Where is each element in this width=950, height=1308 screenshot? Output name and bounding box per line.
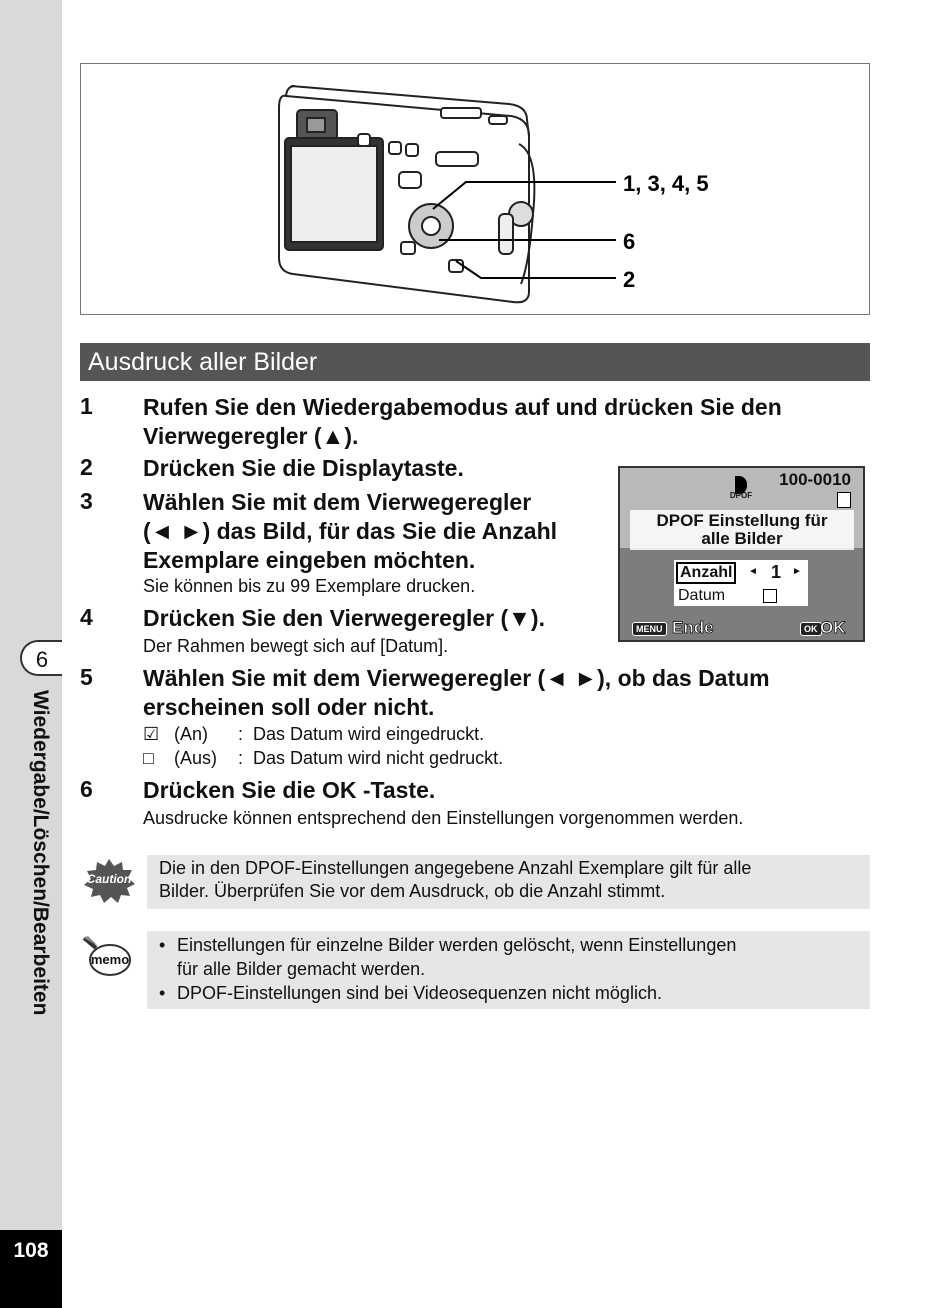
step-number: 1 [80, 393, 93, 419]
option-label: (An) [174, 724, 209, 744]
lcd-dialog-title-line: DPOF Einstellung für [656, 511, 828, 530]
option-description: Das Datum wird nicht gedruckt. [253, 748, 504, 768]
step-number: 3 [80, 488, 93, 514]
memo-icon-label: memo [90, 952, 130, 967]
step-title-line: (◄ ►) das Bild, für das Sie die Anzahl [143, 518, 558, 544]
datum-checkbox-icon [763, 589, 777, 603]
step-number: 4 [80, 604, 93, 630]
step-title-line: Vierwegeregler (▲). [143, 423, 359, 449]
callout-label-display: 2 [623, 267, 636, 292]
caution-icon-label: Caution [86, 872, 132, 886]
datum-label: Datum [678, 587, 726, 604]
chapter-title: Wiedergabe/Löschen/Bearbeiten [29, 690, 52, 1016]
step-note: Der Rahmen bewegt sich auf [Datum]. [143, 636, 449, 656]
section-title: Ausdruck aller Bilder [80, 343, 870, 381]
step-title [143, 664, 770, 722]
camera-figure [80, 63, 870, 315]
option-label: (Aus) [174, 748, 218, 768]
callout-label-controller: 1, 3, 4, 5 [623, 171, 709, 196]
callout-label-ok: 6 [623, 229, 636, 254]
checkbox-empty-icon: □ [143, 748, 154, 768]
memo-bullet [159, 981, 860, 1005]
step-title-line: Wählen Sie mit dem Vierwegeregler [143, 489, 532, 515]
step-title-line: Exemplare eingeben möchten. [143, 547, 476, 573]
step-title-line: Wählen Sie mit dem Vierwegeregler (◄ ►), ob das Datum [143, 665, 770, 691]
menu-key-icon: MENU [632, 622, 667, 636]
ok-label: OK [820, 618, 846, 637]
lcd-dialog-title [630, 510, 854, 550]
card-icon [837, 492, 851, 508]
caution-text-line: Bilder. Überprüfen Sie vor dem Ausdruck, ob die Anzahl stimmt. [159, 881, 666, 901]
menu-end-label: Ende [672, 618, 714, 637]
dpof-icon [728, 476, 754, 502]
option-description: Das Datum wird eingedruckt. [253, 724, 485, 744]
option-separator: : [238, 748, 244, 768]
caution-note [147, 855, 870, 909]
page-number: 108 [0, 1230, 62, 1308]
checkbox-checked-icon: ☑ [143, 724, 160, 744]
memo-text-line: • DPOF-Einstellungen sind bei Videosequenzen nicht möglich. [177, 983, 662, 1003]
step-title: Drücken Sie die Displaytaste. [143, 455, 464, 481]
step-title [143, 393, 782, 451]
step-title: Drücken Sie die OK -Taste. [143, 777, 436, 803]
memo-text-line: • Einstellungen für einzelne Bilder werden gelöscht, wenn Einstellungen [177, 935, 737, 955]
step-number: 6 [80, 776, 93, 802]
ok-key-icon: OK [800, 622, 822, 636]
memo-note [147, 931, 870, 1009]
option-separator: : [238, 724, 244, 744]
anzahl-value: 1 [771, 562, 782, 582]
caution-icon [82, 858, 136, 904]
memo-icon [82, 934, 132, 978]
lcd-dialog-title-line: alle Bilder [701, 529, 783, 548]
step-number: 2 [80, 454, 93, 480]
step-title [143, 488, 557, 575]
anzahl-label: Anzahl [676, 562, 736, 584]
step-title: Drücken Sie den Vierwegeregler (▼). [143, 605, 545, 631]
step-number: 5 [80, 664, 93, 690]
camera-illustration [81, 64, 871, 316]
file-number: 100-0010 [779, 470, 851, 489]
lcd-screen-preview [618, 466, 865, 642]
dpof-icon-label: DPOF [729, 491, 753, 500]
step-title-line: erscheinen soll oder nicht. [143, 694, 435, 720]
anzahl-left-arrow-icon: ◄ [748, 566, 758, 577]
step-note: Ausdrucke können entsprechend den Einstellungen vorgenommen werden. [143, 808, 744, 828]
step-title-line: Rufen Sie den Wiedergabemodus auf und drücken Sie den [143, 394, 782, 420]
anzahl-right-arrow-icon: ► [792, 566, 802, 577]
memo-text-line: für alle Bilder gemacht werden. [177, 959, 426, 979]
memo-bullet [159, 933, 860, 981]
step-note: Sie können bis zu 99 Exemplare drucken. [143, 576, 476, 596]
caution-text-line: Die in den DPOF-Einstellungen angegebene Anzahl Exemplare gilt für alle [159, 858, 752, 878]
chapter-number-badge: 6 [20, 640, 62, 676]
